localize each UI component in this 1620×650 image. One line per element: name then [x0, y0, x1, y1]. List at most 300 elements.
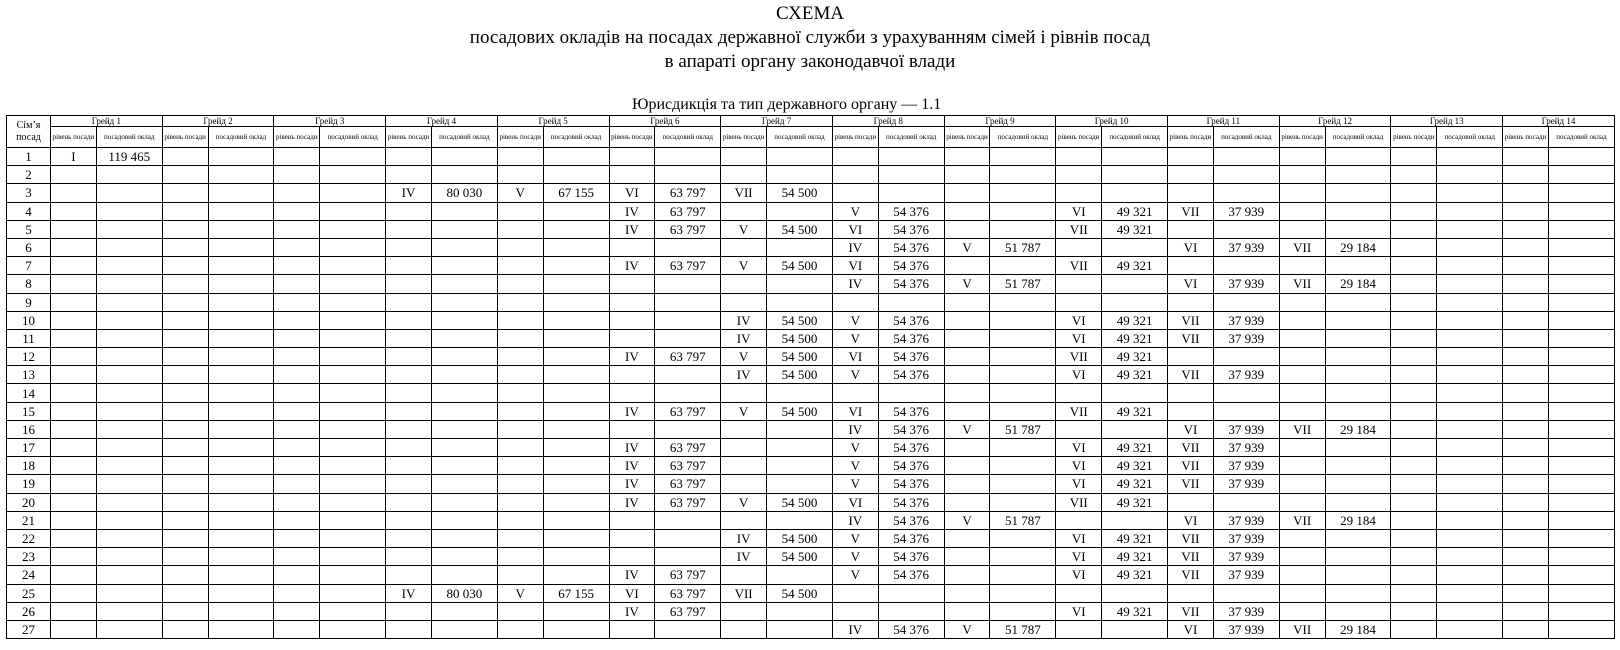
salary-cell	[208, 439, 274, 457]
grade-header: Грейд 10	[1056, 116, 1168, 127]
level-cell	[1168, 384, 1214, 402]
level-cell	[1391, 457, 1437, 475]
salary-cell: 54 376	[878, 329, 944, 347]
level-cell	[162, 220, 208, 238]
level-cell: VII	[1168, 475, 1214, 493]
level-cell: IV	[609, 566, 655, 584]
level-cell	[1503, 620, 1549, 638]
salary-cell	[1548, 402, 1614, 420]
level-cell	[274, 584, 320, 602]
level-cell	[1279, 566, 1325, 584]
table-row	[7, 348, 1615, 366]
level-cell: VII	[1168, 602, 1214, 620]
level-cell	[832, 602, 878, 620]
salary-cell	[320, 584, 386, 602]
salary-cell	[878, 166, 944, 184]
salary-cell	[1437, 620, 1503, 638]
salary-cell	[96, 475, 162, 493]
salary-cell	[990, 348, 1056, 366]
salary-cell	[767, 275, 833, 293]
level-cell	[944, 402, 990, 420]
salary-cell	[320, 202, 386, 220]
salary-subheader: посадовий оклад	[543, 127, 609, 148]
salary-cell	[1437, 420, 1503, 438]
level-cell	[1391, 402, 1437, 420]
salary-cell	[990, 566, 1056, 584]
level-cell	[274, 439, 320, 457]
family-number: 13	[7, 366, 51, 384]
level-cell	[497, 457, 543, 475]
salary-cell: 37 939	[1213, 548, 1279, 566]
salary-cell	[1213, 348, 1279, 366]
salary-cell	[431, 166, 497, 184]
level-cell	[497, 202, 543, 220]
salary-cell	[543, 220, 609, 238]
level-cell	[51, 329, 97, 347]
level-cell	[944, 475, 990, 493]
table-row	[7, 457, 1615, 475]
level-cell: IV	[386, 184, 432, 202]
salary-cell	[431, 493, 497, 511]
salary-cell	[1548, 184, 1614, 202]
level-cell	[386, 566, 432, 584]
level-cell	[721, 566, 767, 584]
salary-cell	[1437, 493, 1503, 511]
salary-cell: 49 321	[1102, 329, 1168, 347]
salary-cell	[990, 475, 1056, 493]
salary-cell	[320, 457, 386, 475]
level-cell	[832, 184, 878, 202]
level-cell	[609, 529, 655, 547]
level-cell: V	[944, 275, 990, 293]
level-cell	[1391, 548, 1437, 566]
salary-cell	[431, 439, 497, 457]
salary-cell: 54 500	[767, 493, 833, 511]
level-cell: IV	[832, 511, 878, 529]
salary-cell	[1102, 148, 1168, 166]
level-subheader: рівень посади	[832, 127, 878, 148]
table-row	[7, 402, 1615, 420]
level-cell	[162, 402, 208, 420]
level-cell	[386, 311, 432, 329]
level-cell	[51, 511, 97, 529]
salary-cell	[208, 348, 274, 366]
level-cell	[1279, 184, 1325, 202]
salary-cell: 37 939	[1213, 311, 1279, 329]
salary-cell	[767, 384, 833, 402]
salary-cell	[96, 202, 162, 220]
level-cell	[1391, 366, 1437, 384]
level-cell	[162, 238, 208, 256]
level-cell	[1391, 420, 1437, 438]
salary-cell	[431, 202, 497, 220]
level-subheader: рівень посади	[1503, 127, 1549, 148]
salary-cell: 49 321	[1102, 257, 1168, 275]
salary-cell	[767, 475, 833, 493]
family-number: 22	[7, 529, 51, 547]
table-row	[7, 602, 1615, 620]
salary-cell: 54 376	[878, 475, 944, 493]
salary-cell	[1548, 275, 1614, 293]
grade-header: Грейд 3	[274, 116, 386, 127]
family-number: 15	[7, 402, 51, 420]
salary-cell	[96, 384, 162, 402]
level-cell	[1279, 220, 1325, 238]
salary-cell	[1325, 348, 1391, 366]
salary-cell	[543, 493, 609, 511]
level-cell	[944, 184, 990, 202]
salary-cell	[990, 220, 1056, 238]
salary-cell	[208, 257, 274, 275]
salary-cell: 63 797	[655, 184, 721, 202]
family-number: 3	[7, 184, 51, 202]
level-cell	[274, 348, 320, 366]
level-cell	[721, 475, 767, 493]
level-cell: IV	[609, 602, 655, 620]
level-cell	[51, 620, 97, 638]
level-cell	[1279, 602, 1325, 620]
level-cell	[274, 275, 320, 293]
level-cell	[51, 548, 97, 566]
level-cell: VI	[832, 257, 878, 275]
salary-cell	[208, 329, 274, 347]
grade-header: Грейд 14	[1503, 116, 1615, 127]
level-cell	[51, 238, 97, 256]
level-cell	[1391, 566, 1437, 584]
level-cell	[1503, 566, 1549, 584]
salary-cell	[1437, 311, 1503, 329]
salary-cell	[320, 366, 386, 384]
level-cell	[497, 293, 543, 311]
salary-cell	[96, 457, 162, 475]
salary-cell	[990, 202, 1056, 220]
table-row	[7, 584, 1615, 602]
grade-header: Грейд 1	[51, 116, 163, 127]
level-cell: V	[832, 475, 878, 493]
level-cell	[1503, 493, 1549, 511]
level-cell	[274, 511, 320, 529]
salary-cell: 63 797	[655, 220, 721, 238]
level-cell	[944, 293, 990, 311]
level-cell	[1168, 184, 1214, 202]
table-row	[7, 420, 1615, 438]
salary-cell	[320, 257, 386, 275]
salary-cell: 37 939	[1213, 439, 1279, 457]
level-cell: V	[832, 311, 878, 329]
salary-cell: 29 184	[1325, 275, 1391, 293]
level-cell: V	[832, 457, 878, 475]
salary-cell	[431, 348, 497, 366]
salary-cell: 54 376	[878, 238, 944, 256]
level-cell	[1168, 293, 1214, 311]
salary-cell	[1325, 257, 1391, 275]
salary-cell	[431, 220, 497, 238]
level-cell	[386, 439, 432, 457]
level-cell: IV	[609, 457, 655, 475]
salary-cell	[1548, 238, 1614, 256]
level-cell	[162, 457, 208, 475]
salary-cell	[543, 457, 609, 475]
salary-cell: 54 376	[878, 529, 944, 547]
salary-cell	[767, 238, 833, 256]
salary-cell	[320, 184, 386, 202]
salary-cell: 37 939	[1213, 275, 1279, 293]
document-title	[0, 2, 1620, 74]
salary-cell	[543, 202, 609, 220]
level-cell	[51, 184, 97, 202]
salary-cell	[208, 402, 274, 420]
level-cell	[1391, 475, 1437, 493]
level-cell: IV	[721, 329, 767, 347]
salary-cell	[1325, 329, 1391, 347]
salary-cell	[96, 620, 162, 638]
level-cell: VI	[1056, 602, 1102, 620]
level-cell	[1056, 184, 1102, 202]
salary-cell	[1325, 166, 1391, 184]
level-cell	[944, 348, 990, 366]
level-cell	[1503, 238, 1549, 256]
salary-subheader: посадовий оклад	[208, 127, 274, 148]
table-row	[7, 439, 1615, 457]
salary-cell	[431, 275, 497, 293]
salary-cell: 54 500	[767, 584, 833, 602]
salary-cell	[208, 529, 274, 547]
salary-cell	[1213, 184, 1279, 202]
header-row-grades	[7, 116, 1615, 127]
level-cell: VI	[1056, 311, 1102, 329]
salary-cell: 49 321	[1102, 475, 1168, 493]
salary-cell: 63 797	[655, 439, 721, 457]
level-cell	[497, 566, 543, 584]
salary-cell: 54 376	[878, 511, 944, 529]
level-cell	[1391, 220, 1437, 238]
table-row	[7, 148, 1615, 166]
level-cell: V	[944, 238, 990, 256]
level-cell	[274, 548, 320, 566]
salary-cell	[1325, 220, 1391, 238]
salary-cell	[431, 475, 497, 493]
level-cell	[1503, 366, 1549, 384]
salary-subheader: посадовий оклад	[320, 127, 386, 148]
salary-cell	[655, 548, 721, 566]
table-row	[7, 493, 1615, 511]
salary-cell: 63 797	[655, 202, 721, 220]
salary-cell	[96, 348, 162, 366]
salary-cell	[320, 293, 386, 311]
salary-cell	[543, 402, 609, 420]
salary-subheader: посадовий оклад	[431, 127, 497, 148]
family-number: 4	[7, 202, 51, 220]
level-cell	[1391, 511, 1437, 529]
salary-cell	[320, 529, 386, 547]
salary-cell	[96, 493, 162, 511]
level-cell: VII	[1168, 529, 1214, 547]
salary-cell	[1437, 439, 1503, 457]
salary-cell	[1102, 184, 1168, 202]
salary-cell: 49 321	[1102, 548, 1168, 566]
family-number: 25	[7, 584, 51, 602]
level-cell: IV	[609, 402, 655, 420]
level-cell	[1279, 457, 1325, 475]
salary-cell: 54 376	[878, 257, 944, 275]
level-cell	[386, 238, 432, 256]
salary-cell	[990, 548, 1056, 566]
level-cell: VII	[1279, 620, 1325, 638]
salary-cell: 63 797	[655, 566, 721, 584]
level-cell	[1503, 293, 1549, 311]
salary-subheader: посадовий оклад	[990, 127, 1056, 148]
level-cell	[274, 220, 320, 238]
level-cell	[944, 202, 990, 220]
salary-cell	[208, 238, 274, 256]
grade-header: Грейд 5	[497, 116, 609, 127]
salary-cell	[1213, 257, 1279, 275]
salary-cell	[320, 384, 386, 402]
level-cell	[51, 166, 97, 184]
family-number: 9	[7, 293, 51, 311]
salary-cell: 37 939	[1213, 457, 1279, 475]
level-cell: VII	[1279, 275, 1325, 293]
level-cell	[1279, 584, 1325, 602]
level-cell	[386, 329, 432, 347]
level-cell	[1168, 493, 1214, 511]
level-cell	[51, 584, 97, 602]
level-cell	[274, 166, 320, 184]
salary-cell	[1548, 202, 1614, 220]
level-cell	[721, 166, 767, 184]
salary-cell: 54 376	[878, 420, 944, 438]
table-row	[7, 511, 1615, 529]
level-cell: VII	[721, 184, 767, 202]
level-cell: VI	[1056, 366, 1102, 384]
level-cell: IV	[386, 584, 432, 602]
salary-cell	[655, 384, 721, 402]
level-cell	[721, 275, 767, 293]
salary-cell	[543, 529, 609, 547]
level-cell: V	[497, 584, 543, 602]
salary-cell	[990, 329, 1056, 347]
salary-cell: 54 500	[767, 529, 833, 547]
level-cell	[1503, 311, 1549, 329]
family-number: 19	[7, 475, 51, 493]
level-cell	[1168, 257, 1214, 275]
jurisdiction-subtitle: Юрисдикція та тип державного органу — 1.1	[632, 96, 942, 113]
table-row	[7, 566, 1615, 584]
salary-cell	[1213, 384, 1279, 402]
level-cell	[721, 420, 767, 438]
salary-cell: 54 500	[767, 402, 833, 420]
level-cell	[944, 148, 990, 166]
level-cell	[721, 238, 767, 256]
level-cell: VI	[832, 493, 878, 511]
salary-cell	[1213, 402, 1279, 420]
level-cell	[497, 238, 543, 256]
salary-cell	[1325, 548, 1391, 566]
salary-cell: 49 321	[1102, 402, 1168, 420]
level-cell: IV	[609, 202, 655, 220]
level-cell	[162, 475, 208, 493]
level-cell	[1391, 348, 1437, 366]
salary-cell	[1437, 148, 1503, 166]
salary-cell	[431, 548, 497, 566]
salary-cell	[1548, 348, 1614, 366]
level-cell	[162, 620, 208, 638]
level-cell	[386, 511, 432, 529]
table-row	[7, 293, 1615, 311]
level-cell	[1056, 620, 1102, 638]
salary-cell: 63 797	[655, 457, 721, 475]
family-number: 7	[7, 257, 51, 275]
level-cell: VI	[1168, 238, 1214, 256]
level-cell	[944, 166, 990, 184]
salary-cell	[96, 293, 162, 311]
table-row	[7, 529, 1615, 547]
salary-cell	[543, 275, 609, 293]
salary-cell	[1102, 511, 1168, 529]
salary-cell: 37 939	[1213, 366, 1279, 384]
salary-cell: 63 797	[655, 584, 721, 602]
salary-cell	[208, 275, 274, 293]
level-cell	[609, 293, 655, 311]
salary-cell	[1213, 220, 1279, 238]
level-cell: VI	[1056, 529, 1102, 547]
salary-cell	[543, 148, 609, 166]
salary-cell	[655, 148, 721, 166]
level-cell	[1056, 384, 1102, 402]
level-cell	[1279, 166, 1325, 184]
level-cell	[386, 148, 432, 166]
salary-cell	[1437, 475, 1503, 493]
salary-cell	[1325, 402, 1391, 420]
salary-cell	[208, 475, 274, 493]
salary-cell	[1213, 584, 1279, 602]
level-cell	[1279, 384, 1325, 402]
salary-cell	[320, 166, 386, 184]
level-cell	[609, 620, 655, 638]
level-cell	[274, 384, 320, 402]
salary-cell	[990, 184, 1056, 202]
grade-header: Грейд 6	[609, 116, 721, 127]
salary-cell	[208, 166, 274, 184]
grade-header: Грейд 2	[162, 116, 274, 127]
level-cell	[1279, 311, 1325, 329]
salary-cell: 37 939	[1213, 420, 1279, 438]
salary-cell	[1548, 457, 1614, 475]
salary-cell	[1325, 439, 1391, 457]
level-cell	[386, 275, 432, 293]
level-cell	[51, 348, 97, 366]
level-cell: VII	[1168, 457, 1214, 475]
level-cell	[1503, 602, 1549, 620]
level-cell	[386, 475, 432, 493]
salary-cell	[96, 402, 162, 420]
level-cell	[162, 166, 208, 184]
table-row	[7, 620, 1615, 638]
salary-cell: 37 939	[1213, 329, 1279, 347]
family-number: 1	[7, 148, 51, 166]
level-cell	[609, 238, 655, 256]
level-cell	[497, 529, 543, 547]
salary-cell	[431, 293, 497, 311]
salary-cell	[543, 293, 609, 311]
level-cell	[1503, 184, 1549, 202]
level-cell: VI	[1056, 439, 1102, 457]
level-cell: IV	[832, 238, 878, 256]
family-number: 21	[7, 511, 51, 529]
salary-cell	[990, 602, 1056, 620]
salary-subheader: посадовий оклад	[1102, 127, 1168, 148]
level-cell	[497, 620, 543, 638]
